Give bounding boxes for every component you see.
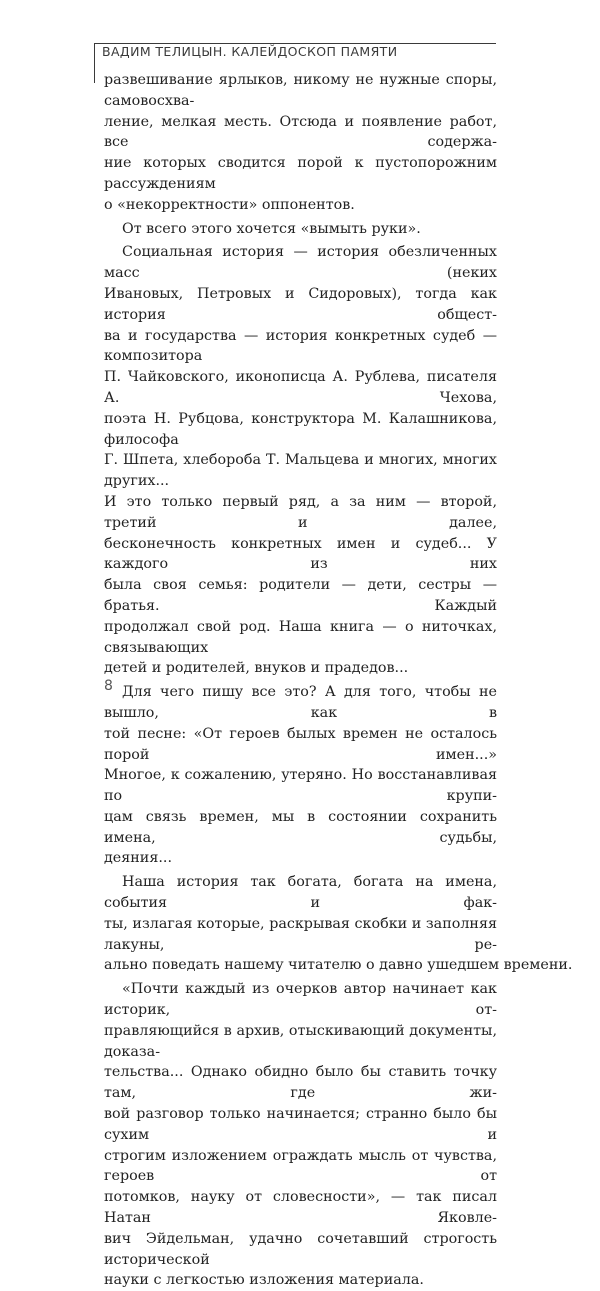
text-line: вич Эйдельман, удачно сочетавший строгость исторической: [104, 1230, 497, 1268]
text-line: вой разговор только начинается; странно было бы сухим и: [104, 1106, 497, 1143]
text-line: Для чего пишу все это? А для того, чтобы не вышло, как в: [104, 684, 497, 721]
text-line: ва и государства — история конкретных судеб — композитора: [104, 327, 497, 365]
text-line: ние которых сводится порой к пустопорожним рассуждениям: [104, 155, 497, 192]
paragraph-6: [104, 979, 497, 1291]
text-line: потомков, науку от словесности», — так писал Натан Яковле-: [104, 1189, 497, 1227]
text-line: цам связь времен, мы в состоянии сохранить имена, судьбы,: [104, 808, 497, 846]
text-line: той песне: «От героев былых времен не осталось порой имен...»: [104, 725, 497, 763]
paragraph-1: [104, 70, 497, 216]
text-line: И это только первый ряд, а за ним — второй, третий и далее,: [104, 493, 497, 531]
text-line: От всего этого хочется «вымыть руки».: [122, 220, 421, 237]
text-line: ление, мелкая месть. Отсюда и появление работ, все содержа-: [104, 113, 497, 151]
text-line: ты, излагая которые, раскрывая скобки и заполняя лакуны, ре-: [104, 915, 497, 953]
text-line: науки с легкостью изложения материала.: [104, 1272, 424, 1289]
text-line: Ивановых, Петровых и Сидоровых), тогда как история общест-: [104, 285, 497, 323]
text-line: развешивание ярлыков, никому не нужные споры, самовосхва-: [104, 72, 497, 109]
text-line: Многое, к сожалению, утеряно. Но восстанавливая по крупи-: [104, 767, 497, 805]
paragraph-5: [104, 872, 573, 976]
paragraph-3: [104, 242, 497, 679]
text-line: была своя семья: родители — дети, сестры — братья. Каждый: [104, 577, 497, 614]
text-line: ально поведать нашему читателю о давно ушедшем времени.: [104, 957, 573, 974]
text-line: тельства... Однако обидно было бы ставить точку там, где жи-: [104, 1064, 497, 1102]
text-line: Социальная история — история обезличенных масс (неких: [104, 244, 497, 282]
text-line: правляющийся в архив, отыскивающий документы, доказа-: [104, 1022, 497, 1060]
text-line: строгим изложением ограждать мысль от чувства, героев от: [104, 1147, 497, 1185]
running-head-rule-vertical: [94, 43, 95, 83]
text-line: поэта Н. Рубцова, конструктора М. Калашникова, философа: [104, 410, 497, 448]
text-line: бесконечность конкретных имен и судеб... У каждого из них: [104, 535, 497, 573]
paragraph-4: [104, 682, 497, 869]
paragraph-2: [104, 219, 497, 240]
text-line: о «некорректности» оппонентов.: [104, 196, 355, 213]
body-text: [104, 70, 573, 1291]
text-line: Г. Шпета, хлебороба Т. Мальцева и многих, многих других...: [104, 452, 497, 490]
text-line: «Почти каждый из очерков автор начинает как историк, от-: [104, 981, 497, 1019]
running-head-title: ВАДИМ ТЕЛИЦЫН. КАЛЕЙДОСКОП ПАМЯТИ: [102, 44, 398, 59]
text-line: П. Чайковского, иконописца А. Рублева, писателя А. Чехова,: [104, 369, 497, 406]
text-line: детей и родителей, внуков и прадедов...: [104, 660, 409, 677]
text-line: продолжал свой род. Наша книга — о ниточках, связывающих: [104, 618, 497, 656]
page-number: 8: [104, 678, 113, 694]
text-line: Наша история так богата, богата на имена, события и фак-: [104, 874, 497, 912]
text-line: деяния...: [104, 850, 172, 867]
